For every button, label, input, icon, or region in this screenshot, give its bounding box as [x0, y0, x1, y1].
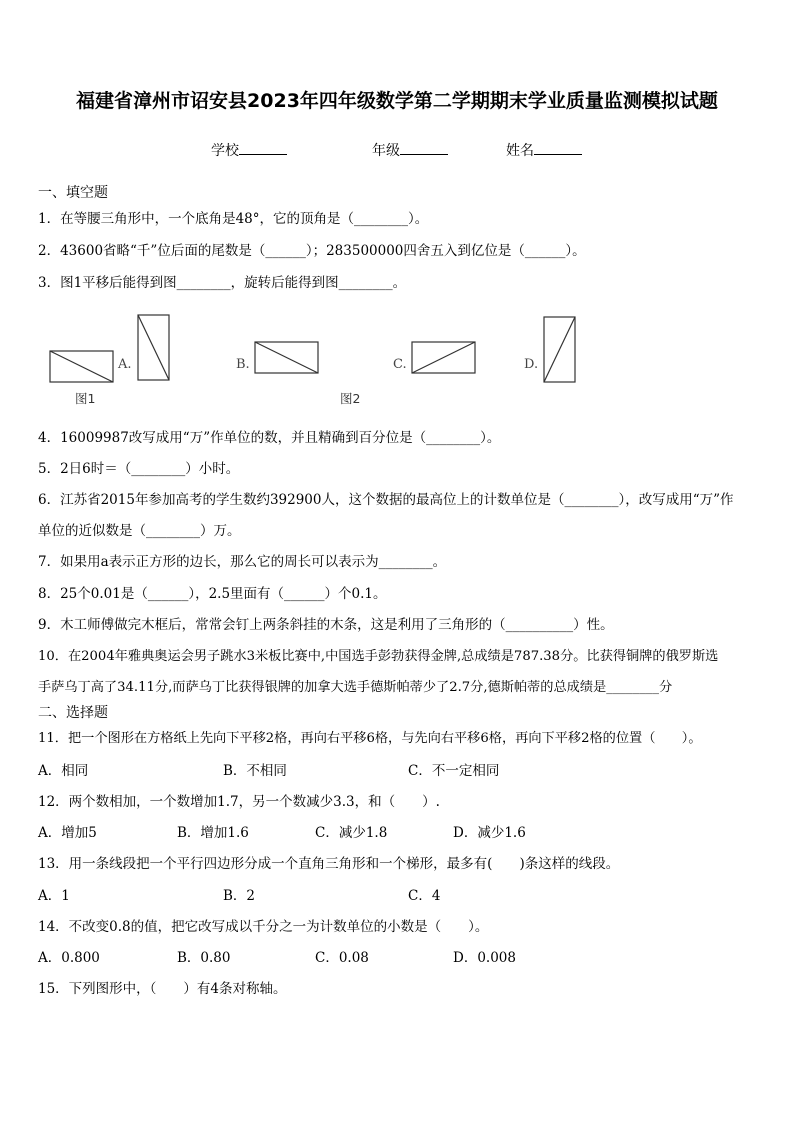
q14-option-c: C．0.08: [315, 950, 369, 966]
question-14: 14．不改变0.8的值，把它改写成以千分之一为计数单位的小数是（ ）。: [38, 919, 489, 935]
school-blank: [239, 141, 287, 155]
figure-a-rectangle: [138, 315, 169, 380]
q12-option-a: A．增加5: [38, 825, 97, 841]
question-6-line-2: 单位的近似数是（________）万。: [38, 523, 241, 539]
question-9: 9．木工师傅做完木框后，常常会钉上两条斜挂的木条，这是利用了三角形的（__________）性。: [38, 617, 614, 633]
option-c-letter: C.: [393, 357, 407, 372]
q14-option-a: A．0.800: [38, 950, 100, 966]
school-field: [211, 140, 287, 160]
name-blank: [534, 141, 582, 155]
question-12: 12．两个数相加，一个数增加1.7，另一个数减少3.3，和（ ）.: [38, 794, 440, 810]
q12-option-c: C．减少1.8: [315, 825, 388, 841]
figure-2-label: 图2: [340, 391, 361, 406]
page-title: 福建省漳州市诏安县2023年四年级数学第二学期期末学业质量监测模拟试题: [76, 90, 718, 112]
q14-option-b: B．0.80: [177, 950, 231, 966]
option-a-letter: A.: [118, 357, 132, 372]
q13-option-a: A．1: [38, 888, 70, 904]
q13-option-b: B．2: [223, 888, 256, 904]
option-b-letter: B.: [236, 357, 250, 372]
section-multiple-choice: 二、选择题: [38, 705, 108, 721]
name-field: [506, 140, 582, 160]
question-10-line-1: 10．在2004年雅典奥运会男子跳水3米板比赛中,中国选手彭勃获得金牌,总成绩是787.38分。比获得铜牌的俄罗斯选: [38, 649, 719, 664]
grade-label: 年级: [372, 143, 400, 159]
q11-option-b: B．不相同: [223, 763, 287, 779]
q13-option-c: C．4: [408, 888, 441, 904]
q11-option-c: C．不一定相同: [408, 763, 500, 779]
translation-rotation-figure: [0, 305, 794, 415]
question-2: 2．43600省略“千”位后面的尾数是（______）；283500000四舍五入到亿位是（______）。: [38, 243, 586, 259]
q12-option-b: B．增加1.6: [177, 825, 249, 841]
question-11: 11．把一个图形在方格纸上先向下平移2格，再向右平移6格，与先向右平移6格，再向下平移2格的位置（ ）。: [38, 731, 702, 746]
question-5: 5．2日6时＝（________）小时。: [38, 461, 240, 477]
q11-option-a: A．相同: [38, 763, 89, 779]
q14-option-d: D．0.008: [453, 950, 516, 966]
question-13: 13．用一条线段把一个平行四边形分成一个直角三角形和一个梯形，最多有( )条这样的线段。: [38, 856, 620, 872]
section-fill-blank: 一、填空题: [38, 185, 108, 201]
question-1: 1．在等腰三角形中，一个底角是48°，它的顶角是（________）。: [38, 211, 429, 227]
name-label: 姓名: [506, 143, 534, 159]
figure-1-label: 图1: [75, 391, 96, 406]
school-label: 学校: [211, 143, 239, 159]
grade-field: [372, 140, 448, 160]
figure-1-rectangle: [50, 351, 113, 382]
option-d-letter: D.: [524, 357, 539, 372]
figure-b-rectangle: [255, 342, 318, 373]
figure-c-rectangle: [412, 342, 475, 373]
question-3: 3．图1平移后能得到图________，旋转后能得到图________。: [38, 275, 407, 291]
question-8: 8．25个0.01是（______），2.5里面有（______）个0.1。: [38, 586, 387, 602]
figure-d-rectangle: [544, 317, 575, 382]
question-15: 15．下列图形中，（ ）有4条对称轴。: [38, 981, 287, 997]
question-7: 7．如果用a表示正方形的边长，那么它的周长可以表示为________。: [38, 554, 447, 570]
grade-blank: [400, 141, 448, 155]
question-6-line-1: 6．江苏省2015年参加高考的学生数约392900人，这个数据的最高位上的计数单位是（________），改写成用“万”作: [38, 492, 734, 508]
question-10-line-2: 手萨乌丁高了34.11分,而萨乌丁比获得银牌的加拿大选手德斯帕蒂少了2.7分,德斯帕蒂的总成绩是________分: [38, 680, 673, 695]
q12-option-d: D．减少1.6: [453, 825, 526, 841]
question-4: 4．16009987改写成用“万”作单位的数，并且精确到百分位是（________）。: [38, 430, 501, 446]
